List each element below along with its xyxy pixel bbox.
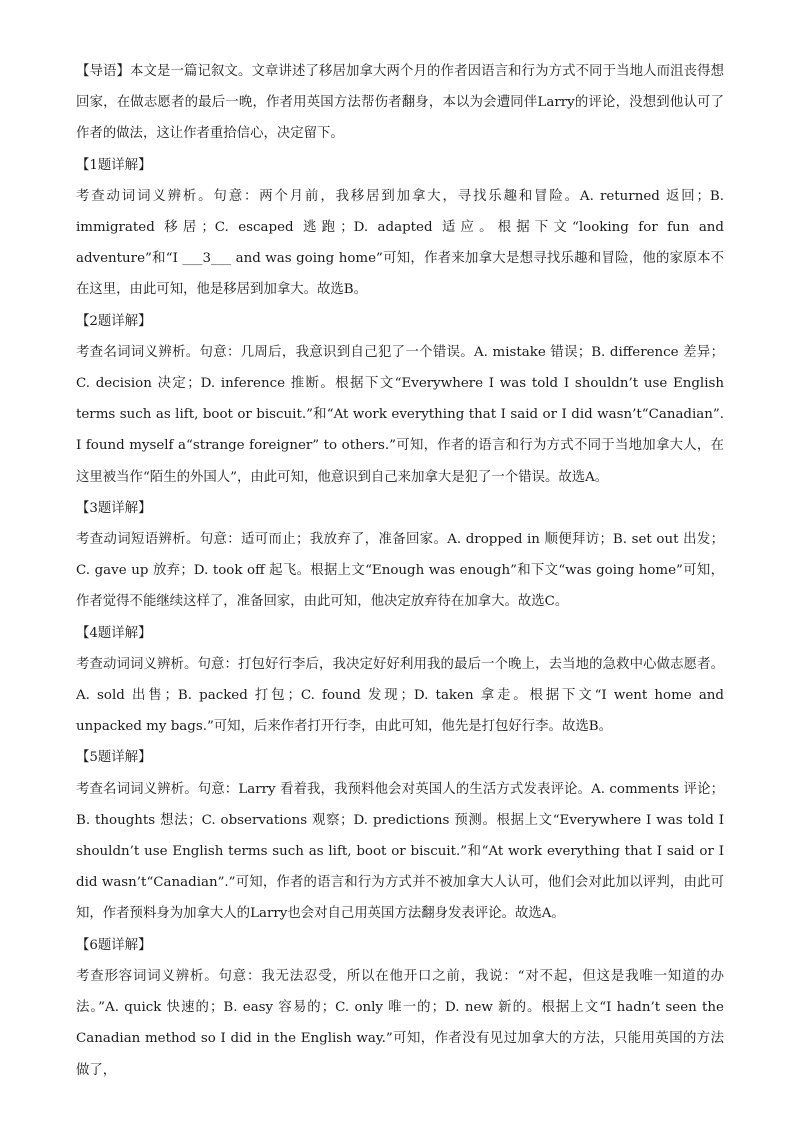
- section-body-5: 考查名词词义辨析。句意：Larry 看着我，我预料他会对英国人的生活方式发表评论。A. comments 评论；B. thoughts 想法；C. observations 观察；D. predictions 预测。根据上文“Everywhere I was told I shouldn’t use English terms such as lift, boot or biscuit.”和“At work everything that I said or I did wasn’t“Canadian”.”可知，作者的语言和行为方式并不被加拿大人认可，他们会对此加以评判，由此可知，作者预料身为加拿大人的Larry也会对自己用英国方法翻身发表评论。故选A。: [76, 781, 724, 922]
- section-heading-3: 【3题详解】: [76, 500, 152, 516]
- document-content: [76, 56, 724, 1086]
- explanation-sections: [76, 150, 724, 1086]
- section-body-6: 考查形容词词义辨析。句意：我无法忍受，所以在他开口之前，我说：“对不起，但这是我唯一知道的办法。”A. quick 快速的；B. easy 容易的；C. only 唯一的；D. new 新的。根据上文“I hadn’t seen the Canadian method so I did in the English way.”可知，作者没有见过加拿大的方法，只能用英国的方法做了，: [76, 968, 724, 1078]
- section-heading-6: 【6题详解】: [76, 937, 152, 953]
- section-heading-2: 【2题详解】: [76, 313, 152, 329]
- section-body-2: 考查名词词义辨析。句意：几周后，我意识到自己犯了一个错误。A. mistake 错误；B. difference 差异；C. decision 决定；D. inference 推断。根据下文“Everywhere I was told I shouldn’t use English terms such as lift, boot or biscuit.”和“At work everything that I said or I did wasn’t“Canadian”. I found myself a“strange foreigner” to others.”可知，作者的语言和行为方式不同于当地加拿大人，在这里被当作“陌生的外国人”，由此可知，他意识到自己来加拿大是犯了一个错误。故选A。: [76, 344, 724, 485]
- section-heading-5: 【5题详解】: [76, 750, 152, 766]
- section-heading-4: 【4题详解】: [76, 625, 152, 641]
- intro-paragraph: 【导语】本文是一篇记叙文。文章讲述了移居加拿大两个月的作者因语言和行为方式不同于当地人而沮丧得想回家，在做志愿者的最后一晚，作者用英国方法帮伤者翻身，本以为会遭同伴Larry的评论，没想到他认可了作者的做法，这让作者重拾信心，决定留下。: [76, 64, 724, 142]
- section-body-4: 考查动词词义辨析。句意：打包好行李后，我决定好好利用我的最后一个晚上，去当地的急救中心做志愿者。A. sold 出售；B. packed 打包；C. found 发现；D. taken 拿走。根据下文“I went home and unpacked my bags.”可知，后来作者打开行李，由此可知，他先是打包好行李。故选B。: [76, 656, 724, 735]
- section-heading-1: 【1题详解】: [76, 157, 152, 173]
- section-body-1: 考查动词词义辨析。句意：两个月前，我移居到加拿大，寻找乐趣和冒险。A. returned 返回；B. immigrated 移居；C. escaped 逃跑；D. adapted 适应。根据下文“looking for fun and adventure”和“I ___3___ and was going home”可知，作者来加拿大是想寻找乐趣和冒险，他的家原本不在这里，由此可知，他是移居到加拿大。故选B。: [76, 188, 724, 298]
- section-body-3: 考查动词短语辨析。句意：适可而止；我放弃了，准备回家。A. dropped in 顺便拜访；B. set out 出发；C. gave up 放弃；D. took off 起飞。根据上文“Enough was enough”和下文“was going home”可知，作者觉得不能继续这样了，准备回家，由此可知，他决定放弃待在加拿大。故选C。: [76, 532, 724, 610]
